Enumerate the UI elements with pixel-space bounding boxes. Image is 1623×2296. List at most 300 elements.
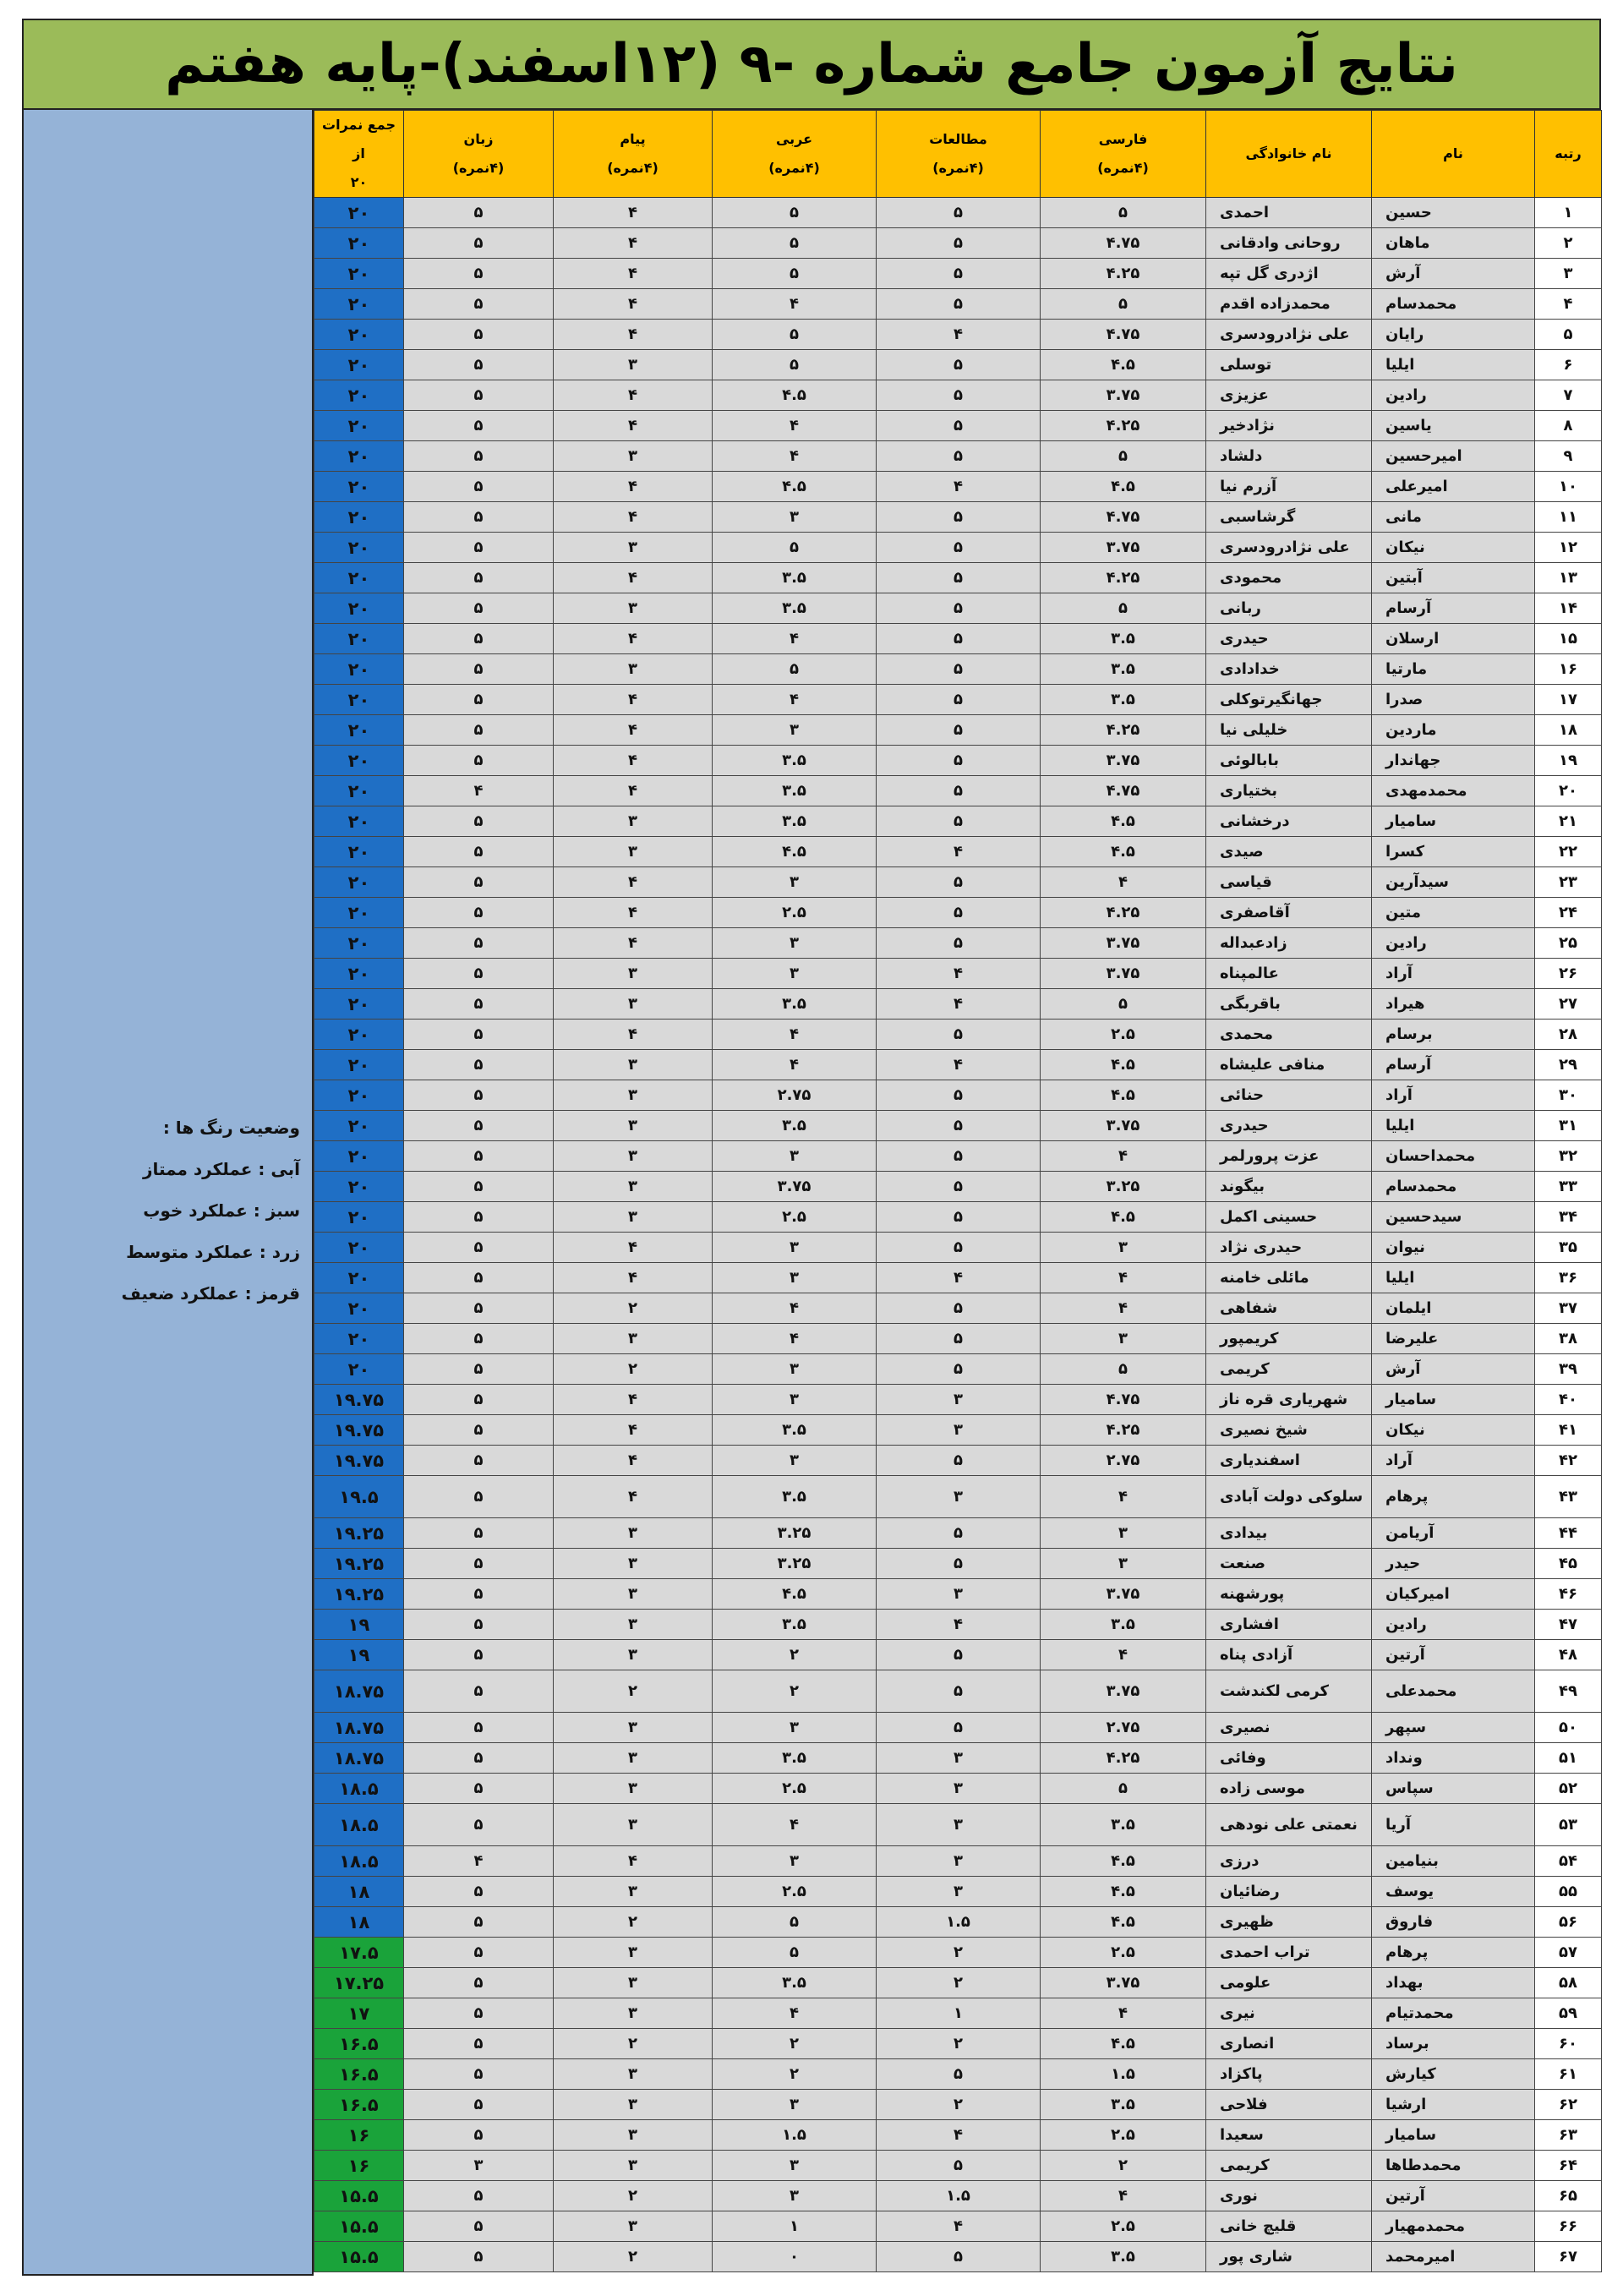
cell-farsi: ۴.۵ (1041, 1846, 1206, 1877)
cell-arabi: ۵ (713, 654, 877, 685)
cell-family: بابالوئی (1206, 746, 1372, 776)
cell-farsi: ۳.۷۵ (1041, 1579, 1206, 1610)
cell-total: ۲۰ (314, 928, 404, 959)
cell-motaleat: ۲ (877, 2029, 1041, 2059)
cell-zaban: ۵ (404, 989, 554, 1020)
cell-payam: ۴ (554, 898, 713, 928)
table-row (314, 502, 1602, 533)
cell-total: ۲۰ (314, 654, 404, 685)
cell-arabi: ۲.۵ (713, 1202, 877, 1233)
cell-name: ایلیا (1372, 350, 1535, 380)
legend-panel (22, 110, 314, 2276)
cell-arabi: ۴ (713, 289, 877, 320)
cell-zaban: ۵ (404, 1446, 554, 1476)
cell-zaban: ۵ (404, 2029, 554, 2059)
cell-payam: ۳ (554, 2211, 713, 2242)
table-row (314, 1111, 1602, 1141)
cell-name: ارسلان (1372, 624, 1535, 654)
cell-payam: ۴ (554, 380, 713, 411)
cell-family: محمدی (1206, 1020, 1372, 1050)
cell-family: روحانی وادقانی (1206, 228, 1372, 259)
cell-family: توسلی (1206, 350, 1372, 380)
cell-family: عزیزی (1206, 380, 1372, 411)
cell-arabi: ۴ (713, 1998, 877, 2029)
page-title: نتایج آزمون جامع شماره -۹ (۱۲اسفند)-پایه هفتم (165, 33, 1458, 96)
cell-farsi: ۴.۲۵ (1041, 259, 1206, 289)
cell-zaban: ۵ (404, 350, 554, 380)
cell-family: نوری (1206, 2181, 1372, 2211)
cell-rank: ۴۱ (1535, 1415, 1602, 1446)
cell-total: ۲۰ (314, 624, 404, 654)
cell-zaban: ۵ (404, 502, 554, 533)
cell-name: رادین (1372, 380, 1535, 411)
cell-motaleat: ۳ (877, 1804, 1041, 1846)
cell-family: حیدری نژاد (1206, 1233, 1372, 1263)
cell-name: پرهام (1372, 1938, 1535, 1968)
cell-arabi: ۲ (713, 1670, 877, 1713)
cell-family: آقاصفری (1206, 898, 1372, 928)
cell-rank: ۶۰ (1535, 2029, 1602, 2059)
cell-name: آبتین (1372, 563, 1535, 593)
cell-payam: ۴ (554, 228, 713, 259)
cell-family: کرمی لکندشت (1206, 1670, 1372, 1713)
cell-family: حسینی اکمل (1206, 1202, 1372, 1233)
title-bar (22, 19, 1601, 110)
cell-rank: ۲۳ (1535, 867, 1602, 898)
cell-payam: ۳ (554, 1998, 713, 2029)
cell-motaleat: ۴ (877, 959, 1041, 989)
cell-motaleat: ۵ (877, 2059, 1041, 2090)
cell-payam: ۳ (554, 2120, 713, 2151)
table-row (314, 1080, 1602, 1111)
cell-family: رضائیان (1206, 1877, 1372, 1907)
cell-arabi: ۳.۵ (713, 1743, 877, 1774)
table-row (314, 1670, 1602, 1713)
cell-rank: ۴۴ (1535, 1518, 1602, 1549)
cell-motaleat: ۲ (877, 1938, 1041, 1968)
cell-total: ۱۷.۵ (314, 1938, 404, 1968)
cell-total: ۲۰ (314, 898, 404, 928)
table-row (314, 867, 1602, 898)
header-arabi: عربی (۴نمره) (713, 111, 877, 198)
cell-rank: ۵۴ (1535, 1846, 1602, 1877)
cell-zaban: ۵ (404, 1476, 554, 1518)
cell-farsi: ۴.۵ (1041, 1877, 1206, 1907)
cell-zaban: ۵ (404, 746, 554, 776)
cell-name: سامیار (1372, 2120, 1535, 2151)
cell-zaban: ۵ (404, 1172, 554, 1202)
cell-arabi: ۳ (713, 867, 877, 898)
cell-motaleat: ۵ (877, 289, 1041, 320)
cell-arabi: ۴ (713, 441, 877, 472)
cell-zaban: ۵ (404, 1640, 554, 1670)
cell-name: امیرعلی (1372, 472, 1535, 502)
table-row (314, 472, 1602, 502)
cell-arabi: ۳ (713, 1385, 877, 1415)
cell-rank: ۱۱ (1535, 502, 1602, 533)
table-row (314, 1640, 1602, 1670)
cell-zaban: ۵ (404, 380, 554, 411)
cell-arabi: ۳ (713, 1233, 877, 1263)
cell-family: نصیری (1206, 1713, 1372, 1743)
cell-payam: ۴ (554, 1446, 713, 1476)
cell-total: ۲۰ (314, 715, 404, 746)
cell-motaleat: ۴ (877, 320, 1041, 350)
cell-zaban: ۵ (404, 715, 554, 746)
header-rank: رتبه (1535, 111, 1602, 198)
table-row (314, 593, 1602, 624)
cell-rank: ۵ (1535, 320, 1602, 350)
cell-motaleat: ۵ (877, 715, 1041, 746)
cell-payam: ۳ (554, 1610, 713, 1640)
cell-zaban: ۵ (404, 1877, 554, 1907)
cell-family: علی نژادرودسری (1206, 320, 1372, 350)
cell-farsi: ۲.۵ (1041, 2211, 1206, 2242)
cell-name: سیدآرین (1372, 867, 1535, 898)
table-row (314, 1713, 1602, 1743)
cell-payam: ۲ (554, 2029, 713, 2059)
cell-farsi: ۴.۵ (1041, 1050, 1206, 1080)
cell-farsi: ۴.۲۵ (1041, 898, 1206, 928)
cell-arabi: ۳.۵ (713, 806, 877, 837)
table-row (314, 2181, 1602, 2211)
cell-name: آرسام (1372, 593, 1535, 624)
cell-family: آزادی پناه (1206, 1640, 1372, 1670)
cell-arabi: ۳.۷۵ (713, 1172, 877, 1202)
cell-rank: ۳۳ (1535, 1172, 1602, 1202)
cell-zaban: ۵ (404, 928, 554, 959)
cell-total: ۲۰ (314, 320, 404, 350)
cell-total: ۱۸.۷۵ (314, 1743, 404, 1774)
cell-family: آزرم نیا (1206, 472, 1372, 502)
table-row (314, 441, 1602, 472)
cell-rank: ۵۵ (1535, 1877, 1602, 1907)
cell-payam: ۳ (554, 1804, 713, 1846)
cell-farsi: ۴.۵ (1041, 1202, 1206, 1233)
cell-total: ۲۰ (314, 228, 404, 259)
cell-payam: ۳ (554, 959, 713, 989)
cell-arabi: ۳ (713, 1846, 877, 1877)
cell-farsi: ۳ (1041, 1233, 1206, 1263)
cell-motaleat: ۵ (877, 1141, 1041, 1172)
table-row (314, 1446, 1602, 1476)
table-row (314, 289, 1602, 320)
cell-payam: ۴ (554, 1020, 713, 1050)
cell-motaleat: ۵ (877, 380, 1041, 411)
cell-payam: ۳ (554, 1111, 713, 1141)
cell-motaleat: ۳ (877, 1743, 1041, 1774)
cell-arabi: ۲.۵ (713, 898, 877, 928)
cell-payam: ۴ (554, 624, 713, 654)
cell-arabi: ۴ (713, 1050, 877, 1080)
cell-motaleat: ۵ (877, 1020, 1041, 1050)
table-row (314, 1172, 1602, 1202)
table-row (314, 624, 1602, 654)
cell-zaban: ۵ (404, 1263, 554, 1293)
cell-motaleat: ۵ (877, 746, 1041, 776)
cell-arabi: ۴ (713, 685, 877, 715)
cell-zaban: ۵ (404, 898, 554, 928)
cell-rank: ۲۹ (1535, 1050, 1602, 1080)
cell-rank: ۴۸ (1535, 1640, 1602, 1670)
table-row (314, 715, 1602, 746)
cell-zaban: ۵ (404, 1670, 554, 1713)
cell-motaleat: ۴ (877, 1050, 1041, 1080)
cell-payam: ۴ (554, 1476, 713, 1518)
cell-farsi: ۳ (1041, 1549, 1206, 1579)
cell-motaleat: ۵ (877, 867, 1041, 898)
cell-family: بیگوند (1206, 1172, 1372, 1202)
cell-payam: ۳ (554, 837, 713, 867)
cell-payam: ۴ (554, 928, 713, 959)
cell-total: ۲۰ (314, 867, 404, 898)
cell-rank: ۵۷ (1535, 1938, 1602, 1968)
cell-motaleat: ۵ (877, 563, 1041, 593)
cell-rank: ۴ (1535, 289, 1602, 320)
cell-zaban: ۵ (404, 593, 554, 624)
cell-farsi: ۳.۷۵ (1041, 959, 1206, 989)
table-row (314, 1020, 1602, 1050)
cell-name: امیرکیان (1372, 1579, 1535, 1610)
cell-total: ۱۶ (314, 2120, 404, 2151)
cell-zaban: ۵ (404, 654, 554, 685)
cell-arabi: ۴ (713, 1804, 877, 1846)
cell-payam: ۴ (554, 259, 713, 289)
legend-item-blue: آبی : عملکرد ممتاز (142, 1159, 300, 1179)
cell-arabi: ۲.۵ (713, 1774, 877, 1804)
cell-arabi: ۵ (713, 228, 877, 259)
cell-farsi: ۴.۲۵ (1041, 563, 1206, 593)
cell-arabi: ۰ (713, 2242, 877, 2272)
header-payam: پیام (۴نمره) (554, 111, 713, 198)
cell-payam: ۴ (554, 411, 713, 441)
cell-rank: ۵۳ (1535, 1804, 1602, 1846)
cell-arabi: ۳.۵ (713, 1968, 877, 1998)
cell-name: سپاس (1372, 1774, 1535, 1804)
cell-total: ۲۰ (314, 350, 404, 380)
cell-zaban: ۵ (404, 1743, 554, 1774)
cell-payam: ۳ (554, 1172, 713, 1202)
cell-arabi: ۱ (713, 2211, 877, 2242)
cell-motaleat: ۴ (877, 472, 1041, 502)
cell-zaban: ۵ (404, 1968, 554, 1998)
cell-total: ۲۰ (314, 806, 404, 837)
cell-farsi: ۳.۵ (1041, 2090, 1206, 2120)
cell-farsi: ۲.۷۵ (1041, 1713, 1206, 1743)
cell-name: ماردین (1372, 715, 1535, 746)
cell-motaleat: ۵ (877, 350, 1041, 380)
cell-name: حسین (1372, 198, 1535, 228)
header-motaleat: مطالعات (۴نمره) (877, 111, 1041, 198)
cell-total: ۱۹.۷۵ (314, 1446, 404, 1476)
color-legend (122, 1107, 300, 1315)
cell-name: هیراد (1372, 989, 1535, 1020)
cell-family: حیدری (1206, 624, 1372, 654)
cell-farsi: ۵ (1041, 289, 1206, 320)
cell-payam: ۴ (554, 1263, 713, 1293)
cell-arabi: ۳.۲۵ (713, 1518, 877, 1549)
cell-rank: ۳۴ (1535, 1202, 1602, 1233)
cell-zaban: ۵ (404, 959, 554, 989)
cell-farsi: ۴.۵ (1041, 472, 1206, 502)
cell-family: علومی (1206, 1968, 1372, 1998)
cell-arabi: ۴.۵ (713, 837, 877, 867)
cell-total: ۲۰ (314, 411, 404, 441)
cell-name: پرهام (1372, 1476, 1535, 1518)
cell-total: ۲۰ (314, 1324, 404, 1354)
cell-arabi: ۳ (713, 928, 877, 959)
cell-family: باقربگی (1206, 989, 1372, 1020)
cell-motaleat: ۵ (877, 411, 1041, 441)
cell-farsi: ۳.۷۵ (1041, 1670, 1206, 1713)
cell-farsi: ۴.۵ (1041, 806, 1206, 837)
cell-motaleat: ۵ (877, 806, 1041, 837)
cell-total: ۱۹.۲۵ (314, 1549, 404, 1579)
table-row (314, 685, 1602, 715)
cell-zaban: ۵ (404, 1233, 554, 1263)
cell-name: مانی (1372, 502, 1535, 533)
cell-rank: ۴۹ (1535, 1670, 1602, 1713)
table-row (314, 1202, 1602, 1233)
cell-payam: ۳ (554, 1324, 713, 1354)
table-row (314, 1774, 1602, 1804)
cell-family: پورشهنه (1206, 1579, 1372, 1610)
cell-name: فاروق (1372, 1907, 1535, 1938)
cell-rank: ۱۷ (1535, 685, 1602, 715)
cell-payam: ۳ (554, 2059, 713, 2090)
cell-rank: ۴۷ (1535, 1610, 1602, 1640)
cell-rank: ۱ (1535, 198, 1602, 228)
cell-motaleat: ۵ (877, 1446, 1041, 1476)
cell-motaleat: ۵ (877, 776, 1041, 806)
cell-total: ۲۰ (314, 1263, 404, 1293)
cell-payam: ۴ (554, 685, 713, 715)
cell-total: ۱۷ (314, 1998, 404, 2029)
cell-payam: ۳ (554, 1640, 713, 1670)
cell-name: محمدطاها (1372, 2151, 1535, 2181)
cell-total: ۲۰ (314, 1050, 404, 1080)
cell-rank: ۱۵ (1535, 624, 1602, 654)
cell-family: قیاسی (1206, 867, 1372, 898)
cell-motaleat: ۵ (877, 685, 1041, 715)
cell-zaban: ۵ (404, 2181, 554, 2211)
table-row (314, 1998, 1602, 2029)
table-row (314, 2211, 1602, 2242)
cell-rank: ۳۷ (1535, 1293, 1602, 1324)
cell-family: صنعت (1206, 1549, 1372, 1579)
cell-farsi: ۵ (1041, 1354, 1206, 1385)
cell-arabi: ۲ (713, 2059, 877, 2090)
table-row (314, 1293, 1602, 1324)
cell-motaleat: ۲ (877, 2090, 1041, 2120)
cell-arabi: ۳.۵ (713, 1476, 877, 1518)
cell-motaleat: ۵ (877, 1640, 1041, 1670)
cell-rank: ۴۳ (1535, 1476, 1602, 1518)
cell-name: آرش (1372, 259, 1535, 289)
cell-family: درخشانی (1206, 806, 1372, 837)
table-row (314, 1579, 1602, 1610)
cell-name: آریا (1372, 1804, 1535, 1846)
cell-name: کیارش (1372, 2059, 1535, 2090)
cell-name: متین (1372, 898, 1535, 928)
cell-farsi: ۴ (1041, 2181, 1206, 2211)
cell-zaban: ۵ (404, 1907, 554, 1938)
cell-motaleat: ۵ (877, 1670, 1041, 1713)
cell-payam: ۳ (554, 1050, 713, 1080)
cell-motaleat: ۵ (877, 624, 1041, 654)
cell-arabi: ۳ (713, 1354, 877, 1385)
cell-rank: ۱۶ (1535, 654, 1602, 685)
cell-rank: ۶۵ (1535, 2181, 1602, 2211)
cell-total: ۲۰ (314, 502, 404, 533)
cell-payam: ۳ (554, 1877, 713, 1907)
cell-rank: ۱۸ (1535, 715, 1602, 746)
cell-zaban: ۵ (404, 1774, 554, 1804)
cell-motaleat: ۵ (877, 2242, 1041, 2272)
cell-farsi: ۳ (1041, 1518, 1206, 1549)
cell-family: منافی علیشاه (1206, 1050, 1372, 1080)
cell-motaleat: ۵ (877, 228, 1041, 259)
cell-rank: ۴۰ (1535, 1385, 1602, 1415)
cell-payam: ۴ (554, 715, 713, 746)
cell-family: محمودی (1206, 563, 1372, 593)
cell-total: ۱۶.۵ (314, 2059, 404, 2090)
cell-family: کریمی (1206, 2151, 1372, 2181)
cell-motaleat: ۵ (877, 1549, 1041, 1579)
cell-total: ۲۰ (314, 1172, 404, 1202)
cell-farsi: ۳.۷۵ (1041, 928, 1206, 959)
table-row (314, 989, 1602, 1020)
cell-rank: ۶ (1535, 350, 1602, 380)
cell-zaban: ۴ (404, 776, 554, 806)
cell-name: حیدر (1372, 1549, 1535, 1579)
cell-farsi: ۳.۵ (1041, 685, 1206, 715)
cell-farsi: ۵ (1041, 441, 1206, 472)
cell-total: ۱۶.۵ (314, 2090, 404, 2120)
cell-zaban: ۵ (404, 1354, 554, 1385)
cell-zaban: ۳ (404, 2151, 554, 2181)
cell-arabi: ۳ (713, 715, 877, 746)
cell-family: شهریاری قره ناز (1206, 1385, 1372, 1415)
cell-family: دلشاد (1206, 441, 1372, 472)
cell-rank: ۵۰ (1535, 1713, 1602, 1743)
cell-motaleat: ۲ (877, 1968, 1041, 1998)
cell-payam: ۴ (554, 1846, 713, 1877)
cell-farsi: ۴ (1041, 1640, 1206, 1670)
legend-heading: وضعیت رنگ ها : (162, 1118, 300, 1138)
cell-arabi: ۳ (713, 2090, 877, 2120)
cell-arabi: ۵ (713, 320, 877, 350)
table-row (314, 2242, 1602, 2272)
table-row (314, 1354, 1602, 1385)
cell-arabi: ۳ (713, 1141, 877, 1172)
cell-zaban: ۵ (404, 867, 554, 898)
cell-total: ۱۹ (314, 1640, 404, 1670)
cell-farsi: ۴.۷۵ (1041, 1385, 1206, 1415)
cell-payam: ۳ (554, 806, 713, 837)
table-row (314, 654, 1602, 685)
header-farsi: فارسی (۴نمره) (1041, 111, 1206, 198)
table-row (314, 1846, 1602, 1877)
cell-payam: ۳ (554, 2090, 713, 2120)
cell-farsi: ۵ (1041, 1774, 1206, 1804)
cell-farsi: ۳.۵ (1041, 654, 1206, 685)
cell-name: نیکان (1372, 1415, 1535, 1446)
cell-zaban: ۵ (404, 1020, 554, 1050)
cell-name: امیرحسین (1372, 441, 1535, 472)
cell-motaleat: ۱.۵ (877, 1907, 1041, 1938)
results-sheet (22, 19, 1604, 2276)
